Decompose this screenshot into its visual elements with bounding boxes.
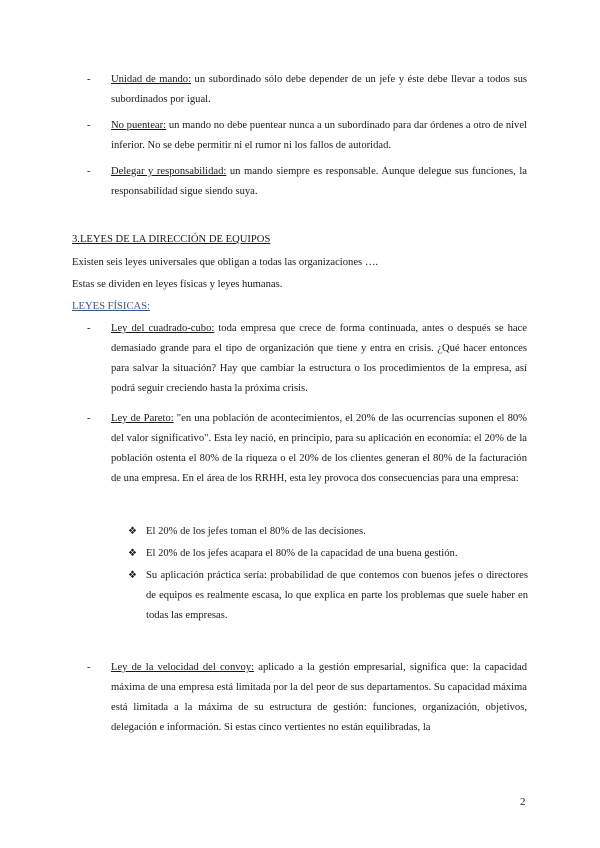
law-cuadrado-cubo: [87, 319, 527, 405]
point-text: Su aplicación práctica sería: probabilidad de que contemos con buenos jefes o directores de equipos es realmente escasa, lo que explica en parte los problemas que suele haber en todas las empresas.: [146, 570, 528, 621]
term: Delegar y responsabilidad:: [111, 166, 227, 177]
law-body: [111, 319, 527, 399]
diamond-bullet-icon: ❖: [128, 548, 137, 559]
law-body: [111, 658, 527, 738]
intro-paragraph-1: Existen seis leyes universales que obligan a todas las organizaciones ….: [72, 257, 379, 268]
list-item-unidad-de-mando: [87, 70, 527, 114]
list-dash: -: [87, 120, 91, 131]
point-text: El 20% de los jefes toman el 80% de las decisiones.: [146, 526, 366, 537]
law-body: [111, 409, 527, 489]
list-item-body: [111, 70, 527, 110]
definition: un mando no debe puentear nunca a un subordinado para dar órdenes a otro de nivel inferior. No se debe permitir ni el rumor ni los fallos de autoridad.: [111, 120, 527, 151]
list-item-no-puentear: [87, 116, 527, 160]
list-dash: -: [87, 662, 91, 673]
law-term: Ley de la velocidad del convoy:: [111, 662, 255, 673]
term: No puentear:: [111, 120, 167, 131]
law-text: aplicado a la gestión empresarial, significa que: la capacidad máxima de una empresa está limitada por la del peor de sus departamentos. Su capacidad máxima está limitada a la máxima de su estructura de gestión: funciones, organización, objetivos, delegación e información. Si estas cinco vertientes no están equilibradas, la: [111, 662, 527, 733]
definition: un subordinado sólo debe depender de un jefe y éste debe llevar a todos sus subordinados por igual.: [111, 74, 527, 105]
intro-paragraph-2: Estas se dividen en leyes físicas y leyes humanas.: [72, 279, 283, 290]
list-item-delegar: [87, 162, 527, 206]
list-dash: -: [87, 166, 91, 177]
term: Unidad de mando:: [111, 74, 192, 85]
law-term: Ley del cuadrado-cubo:: [111, 323, 215, 334]
diamond-bullet-icon: ❖: [128, 526, 137, 537]
law-text: "en una población de acontecimientos, el 20% de las ocurrencias suponen el 80% del valor significativo". Esta ley nació, en principio, para su aplicación en economía: el 20% de la población ostenta el 80% de la riqueza o el 20% de los clientes generan el 80% de la facturación de una empresa. En el área de los RRHH, esta ley provoca dos consecuencias para una empresa:: [111, 413, 528, 484]
list-dash: -: [87, 323, 91, 334]
list-item-body: [111, 162, 527, 202]
law-pareto: [87, 409, 527, 519]
law-velocidad-convoy: [87, 658, 527, 758]
list-item-body: [111, 116, 527, 156]
definition: un mando siempre es responsable. Aunque delegue sus funciones, la responsabilidad sigue siendo suya.: [111, 166, 527, 197]
list-dash: -: [87, 74, 91, 85]
list-dash: -: [87, 413, 91, 424]
diamond-bullet-icon: ❖: [128, 570, 137, 581]
page-number: 2: [520, 796, 526, 808]
section-title: 3.LEYES DE LA DIRECCIÓN DE EQUIPOS: [72, 234, 271, 245]
subsection-title: LEYES FÍSICAS:: [72, 301, 150, 312]
point-text: El 20% de los jefes acapara el 80% de la capacidad de una buena gestión.: [146, 548, 458, 559]
law-text: toda empresa que crece de forma continuada, antes o después se hace demasiado grande para el tipo de organización que tiene y entra en crisis. ¿Qué hacer entonces para salvar la situación? Hay que cambiar la estructura o los procedimientos de la empresa, así podrá seguir creciendo hasta la próxima crisis.: [111, 323, 527, 394]
law-term: Ley de Pareto:: [111, 413, 174, 424]
